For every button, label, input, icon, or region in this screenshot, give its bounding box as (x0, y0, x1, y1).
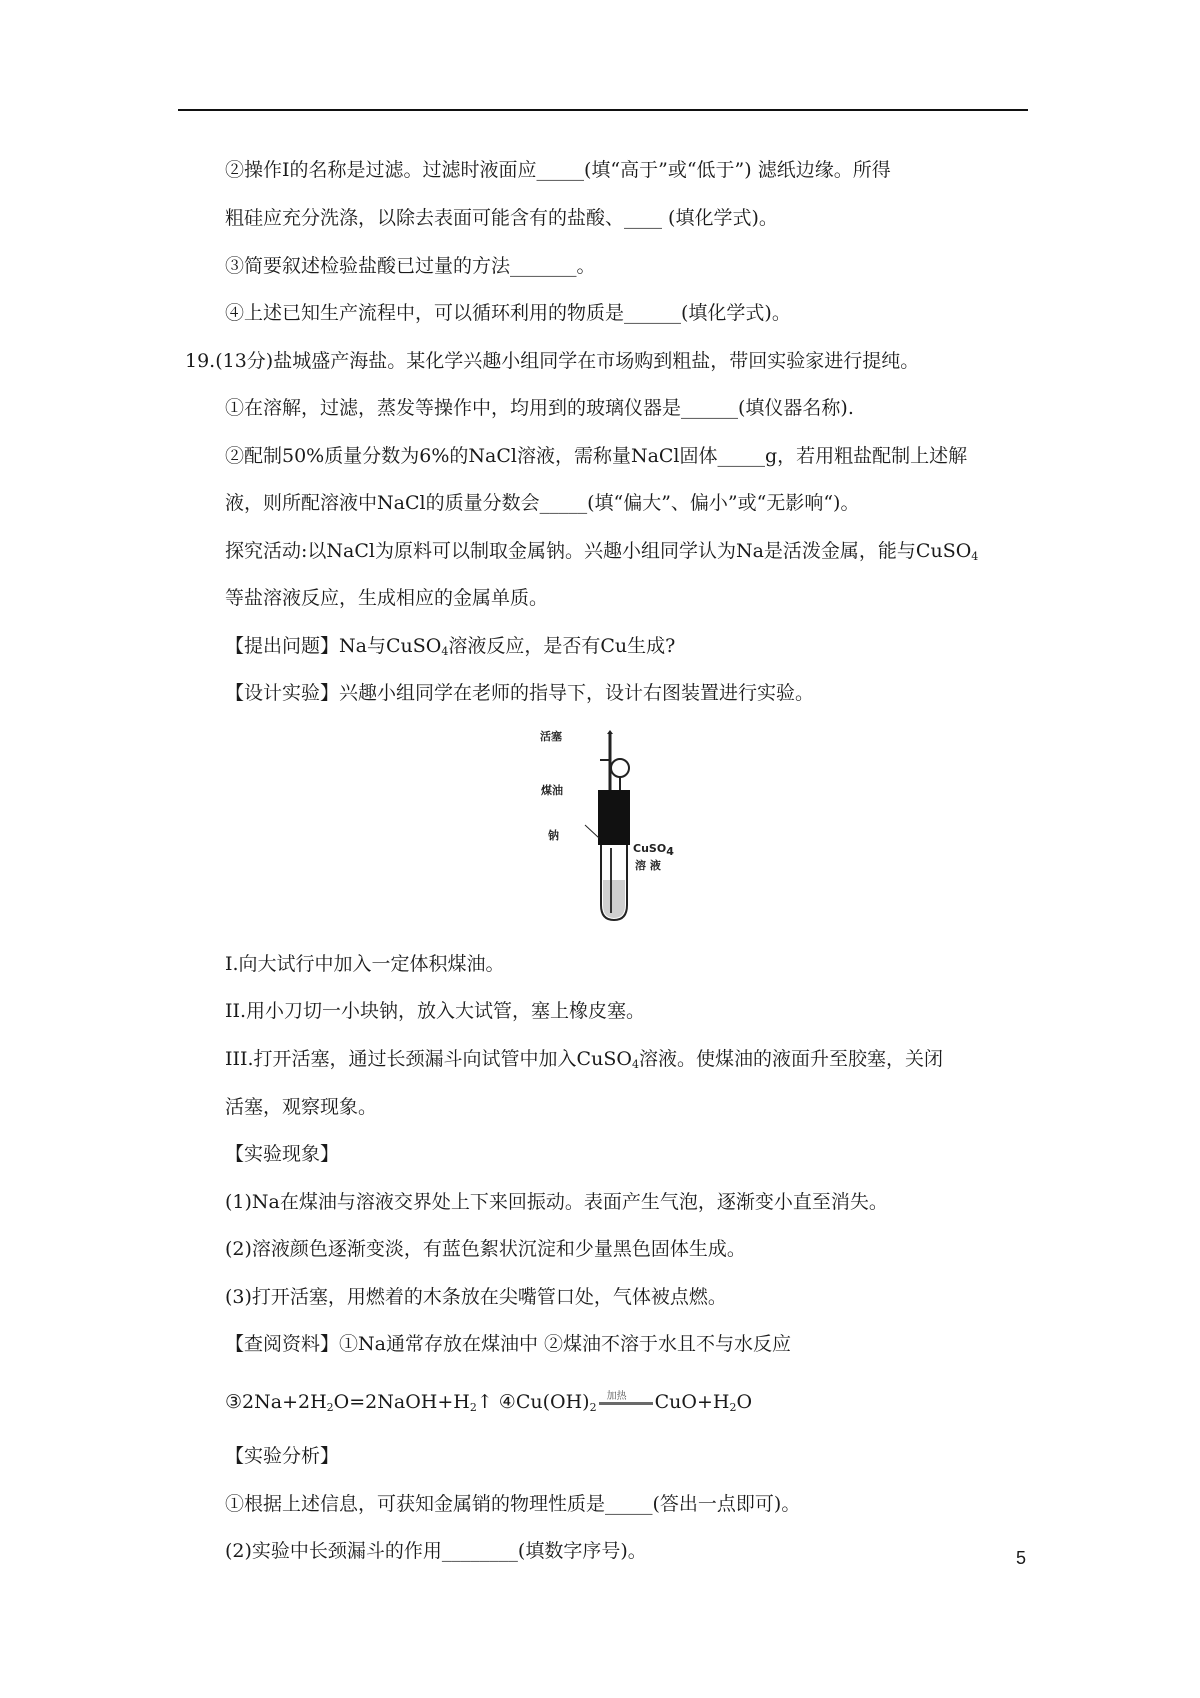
heating-condition: 加热 (599, 1386, 653, 1412)
equation-line: $③2Na+2H_2O=2NaOH+H_2↑$ $④Cu(OH)_2$ 加热 $CuO+H_2O$ (225, 1386, 752, 1415)
text-line: (2)实验中长颈漏斗的作用________(填数字序号)。 (225, 1540, 647, 1562)
text-line: ②操作Ⅰ的名称是过滤。过滤时液面应_____(填“高于”或“低于”) 滤纸边缘。所得 (225, 159, 891, 181)
text-line: ③简要叙述检验盐酸已过量的方法_______。 (225, 255, 596, 277)
apparatus-drawing (545, 730, 685, 925)
text-line: (2)溶液颜色逐渐变淡，有蓝色絮状沉淀和少量黑色固体生成。 (225, 1238, 746, 1260)
text-line: 活塞，观察现象。 (225, 1096, 378, 1118)
text-line: I.向大试行中加入一定体积煤油。 (225, 953, 505, 975)
label-cuso4: CuSO$_4$ (633, 842, 674, 858)
label-kerosene: 煤油 (541, 784, 563, 797)
page-number: 5 (1016, 1548, 1027, 1568)
text-line: ①在溶解，过滤，蒸发等操作中，均用到的玻璃仪器是______(填仪器名称). (225, 397, 854, 419)
section-heading: 【实验分析】 (225, 1445, 340, 1467)
text-line: II.用小刀切一小块钠，放入大试管，塞上橡皮塞。 (225, 1000, 646, 1022)
text-line: 等盐溶液反应，生成相应的金属单质。 (225, 587, 549, 609)
label-solution: 溶 液 (635, 859, 661, 872)
apparatus-figure (540, 730, 685, 925)
text-line: 探究活动:以NaCl为原料可以制取金属钠。兴趣小组同学认为Na是活泼金属，能与CuSO$_4$ (225, 540, 979, 563)
section-heading: 【实验现象】 (225, 1143, 340, 1165)
text-line: 粗硅应充分洗涤，以除去表面可能含有的盐酸、____ (填化学式)。 (225, 207, 778, 229)
question-heading: 19.(13分)盐城盛产海盐。某化学兴趣小组同学在市场购到粗盐，带回实验家进行提纯。 (185, 350, 920, 372)
text-line: 【设计实验】兴趣小组同学在老师的指导下，设计右图装置进行实验。 (225, 682, 815, 704)
text-line: ②配制50%质量分数为6%的NaCl溶液，需称量NaCl固体_____g，若用粗盐配制上述解 (225, 445, 968, 467)
text-line: (1)Na在煤油与溶液交界处上下来回振动。表面产生气泡，逐渐变小直至消失。 (225, 1191, 888, 1213)
text-line: ①根据上述信息，可获知金属销的物理性质是_____(答出一点即可)。 (225, 1493, 801, 1515)
text-line: 液，则所配溶液中NaCl的质量分数会_____(填“偏大”、偏小”或“无影响“)。 (225, 492, 860, 514)
text-line: 【提出问题】Na与CuSO$_4$溶液反应，是否有Cu生成? (225, 635, 676, 658)
text-line: III.打开活塞，通过长颈漏斗向试管中加入CuSO$_4$溶液。使煤油的液面升至胶塞，关闭 (225, 1048, 943, 1071)
label-sodium: 钠 (548, 829, 559, 842)
text-line: ④上述已知生产流程中，可以循环利用的物质是______(填化学式)。 (225, 302, 791, 324)
header-rule (178, 109, 1028, 111)
text-line: (3)打开活塞，用燃着的木条放在尖嘴管口处，气体被点燃。 (225, 1286, 727, 1308)
text-line: 【查阅资料】①Na通常存放在煤油中 ②煤油不溶于水且不与水反应 (225, 1333, 791, 1355)
label-valve: 活塞 (540, 730, 562, 743)
